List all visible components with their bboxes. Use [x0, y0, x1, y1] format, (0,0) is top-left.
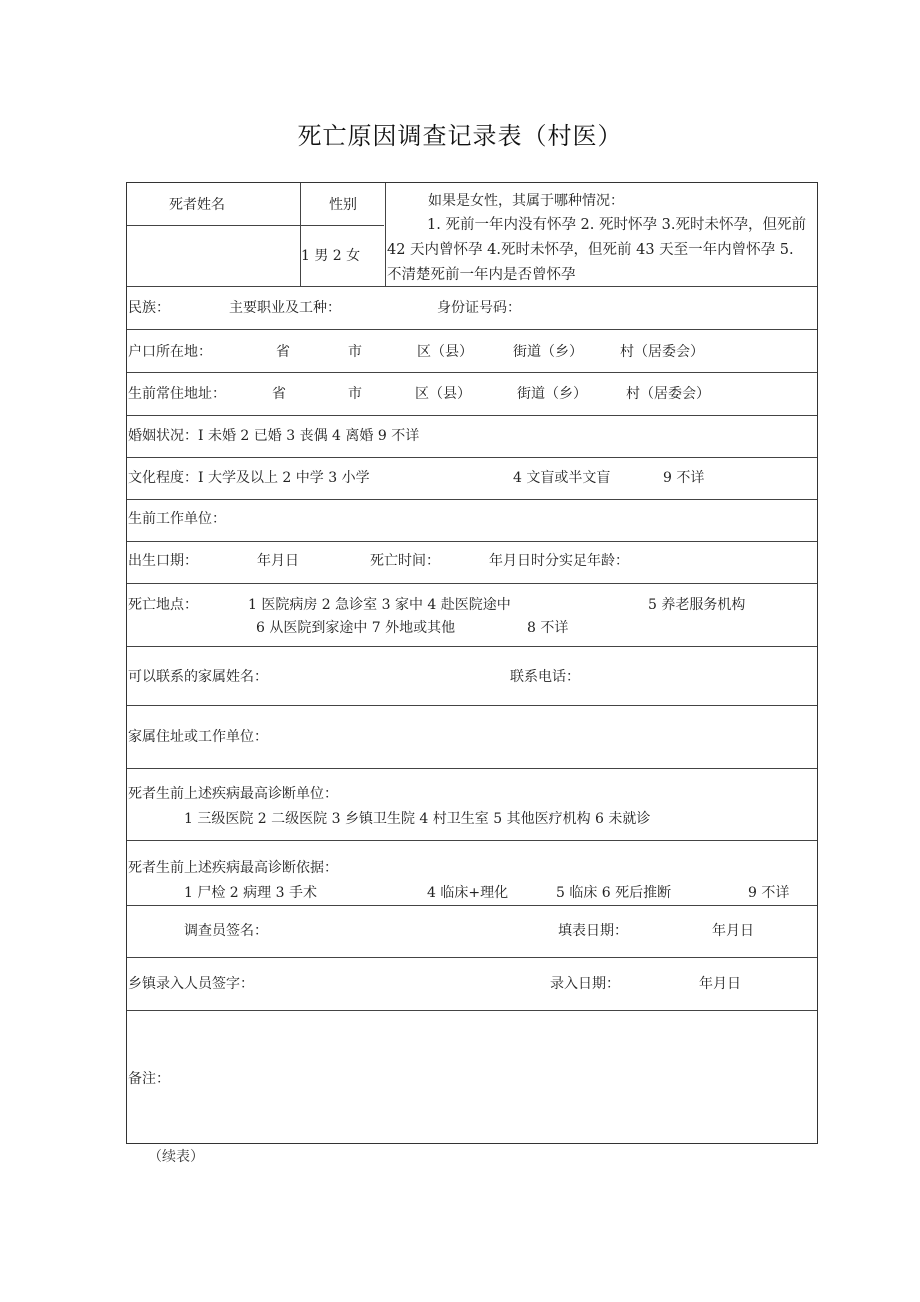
residence-city: 市	[348, 386, 362, 402]
hukou-label: 户口所在地：	[128, 344, 212, 360]
divider	[127, 905, 817, 906]
work-unit-label: 生前工作单位：	[128, 511, 226, 527]
pregnancy-option-line-2: 42 天内曾怀孕 4.死时未怀孕，但死前 43 天至一年内曾怀孕 5.	[387, 242, 794, 258]
remarks-field[interactable]	[187, 1023, 807, 1133]
diagnosis-basis-options-a: 1 尸检 2 病理 3 手术	[184, 885, 317, 901]
divider	[127, 705, 817, 706]
diagnosis-unit-options: 1 三级医院 2 二级医院 3 乡镇卫生院 4 村卫生室 5 其他医疗机构 6 未就诊	[184, 811, 651, 827]
divider	[127, 499, 817, 500]
divider	[127, 415, 817, 416]
divider	[127, 1010, 817, 1011]
sex-options[interactable]: 1 男 2 女	[301, 248, 361, 264]
hukou-district: 区（县）	[417, 344, 473, 360]
diagnosis-basis-options-d: 9 不详	[748, 885, 790, 901]
entry-date-label: 录入日期：	[550, 976, 620, 992]
fill-date-ymd: 年月日	[712, 923, 754, 939]
hukou-village: 村（居委会）	[620, 344, 704, 360]
divider	[127, 768, 817, 769]
death-place-option-8: 8 不详	[527, 620, 569, 636]
death-time-age: 年月日时分实足年龄：	[489, 553, 629, 569]
entry-person-label: 乡镇录入人员签字：	[128, 976, 254, 992]
birth-date-label: 出生口期：	[128, 553, 198, 569]
fill-date-label: 填表日期：	[558, 923, 628, 939]
hukou-province: 省	[276, 344, 290, 360]
divider	[127, 541, 817, 542]
divider	[127, 583, 817, 584]
pregnancy-question: 如果是女性，其属于哪种情况：	[428, 193, 624, 209]
pregnancy-option-line-3: 不清楚死前一年内是否曾怀孕	[387, 267, 576, 283]
page-title: 死亡原因调查记录表（村医）	[297, 122, 623, 150]
hukou-street: 街道（乡）	[513, 344, 583, 360]
id-number-label: 身份证号码：	[437, 300, 521, 316]
divider	[127, 957, 817, 958]
divider	[385, 183, 386, 286]
continued-note: （续表）	[148, 1149, 204, 1165]
investigator-signature-label: 调查员签名：	[184, 923, 268, 939]
death-place-option-5: 5 养老服务机构	[648, 597, 746, 613]
death-time-label: 死亡时间：	[370, 553, 440, 569]
diagnosis-basis-label: 死者生前上述疾病最高诊断依据：	[128, 860, 338, 876]
divider	[127, 372, 817, 373]
diagnosis-basis-options-b: 4 临床+理化	[427, 885, 509, 901]
divider	[127, 329, 817, 330]
education-option-9: 9 不详	[663, 470, 705, 486]
diagnosis-unit-label: 死者生前上述疾病最高诊断单位：	[128, 786, 338, 802]
divider	[127, 840, 817, 841]
pregnancy-option-line-1: 1. 死前一年内没有怀孕 2. 死时怀孕 3.死时未怀孕，但死前	[427, 217, 806, 233]
death-place-options-1: 1 医院病房 2 急诊室 3 家中 4 赴医院途中	[248, 597, 511, 613]
divider	[127, 646, 817, 647]
death-investigation-form	[126, 182, 818, 1144]
sex-label: 性别	[329, 197, 357, 213]
phone-label: 联系电话：	[510, 669, 580, 685]
residence-village: 村（居委会）	[626, 386, 710, 402]
entry-date-ymd: 年月日	[699, 976, 741, 992]
hukou-city: 市	[348, 344, 362, 360]
divider	[127, 225, 384, 226]
diagnosis-basis-options-c: 5 临床 6 死后推断	[556, 885, 672, 901]
divider	[300, 183, 301, 286]
occupation-label: 主要职业及工种：	[229, 300, 341, 316]
divider	[127, 457, 817, 458]
residence-street: 街道（乡）	[517, 386, 587, 402]
education-option-4: 4 文盲或半文盲	[513, 470, 611, 486]
education-level: 文化程度：I 大学及以上 2 中学 3 小学	[128, 470, 370, 486]
residence-district: 区（县）	[415, 386, 471, 402]
marital-status: 婚姻状况：I 未婚 2 已婚 3 丧偶 4 离婚 9 不详	[128, 428, 420, 444]
death-place-options-2: 6 从医院到家途中 7 外地或其他	[256, 620, 456, 636]
birth-date-ymd: 年月日	[257, 553, 299, 569]
death-place-label: 死亡地点：	[128, 597, 198, 613]
ethnic-label: 民族：	[128, 300, 170, 316]
name-field[interactable]	[131, 231, 295, 281]
name-label: 死者姓名	[169, 197, 225, 213]
residence-province: 省	[272, 386, 286, 402]
residence-label: 生前常住地址：	[128, 386, 226, 402]
family-name-label: 可以联系的家属姓名：	[128, 669, 268, 685]
family-address-label: 家属住址或工作单位：	[128, 729, 268, 745]
remarks-label: 备注：	[128, 1071, 170, 1087]
